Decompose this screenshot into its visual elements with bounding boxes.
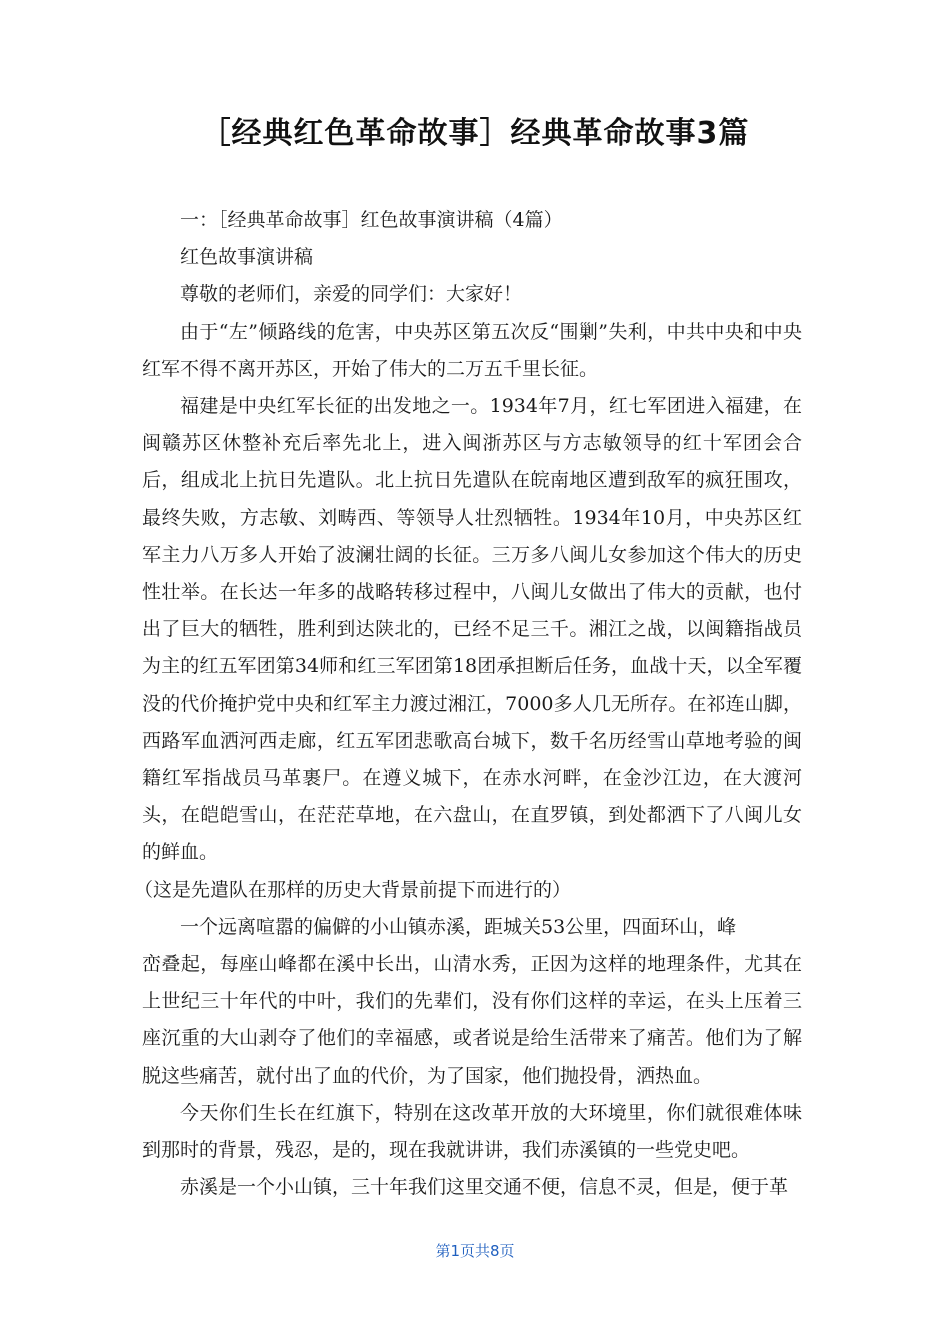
section-heading: 一：［经典革命故事］红色故事演讲稿（4篇） <box>180 209 563 231</box>
body-paragraph: 赤溪是一个小山镇，三十年我们这里交通不便，信息不灵，但是，便于革 <box>180 1176 789 1199</box>
body-paragraph: 今天你们生长在红旗下，特别在这改革开放的大环境里，你们就很难体味到那时的背景，残忍，是的，现在我就讲讲，我们赤溪镇的一些党史吧。 <box>142 1101 802 1162</box>
body-paragraph: 一个远离喧嚣的偏僻的小山镇赤溪，距城关53公里，四面环山，峰 <box>180 915 737 938</box>
document-title: ［经典红色革命故事］经典革命故事3篇 <box>200 116 750 151</box>
body-paragraph: 由于“左”倾路线的危害，中央苏区第五次反“围剿”失利，中共中央和中央红军不得不离开苏区，开始了伟大的二万五千里长征。 <box>142 320 802 380</box>
speech-title: 红色故事演讲稿 <box>180 246 314 269</box>
document-body <box>134 202 802 1206</box>
page-footer: 第1页共8页 <box>435 1242 515 1260</box>
body-paragraph: 峦叠起，每座山峰都在溪中长出，山清水秀，正因为这样的地理条件，尤其在上世纪三十年代的中叶，我们的先辈们，没有你们这样的幸运，在头上压着三座沉重的大山剥夺了他们的幸福感，或者说是给生活带来了痛苦。他们为了解脱这些痛苦，就付出了血的代价，为了国家，他们抛投骨，洒热血。 <box>142 953 802 1087</box>
greeting: 尊敬的老师们，亲爱的同学们：大家好！ <box>180 283 523 306</box>
body-paragraph-note: （这是先遣队在那样的历史大背景前提下而进行的） <box>134 878 572 901</box>
body-paragraph: 福建是中央红军长征的出发地之一。1934年7月，红七军团进入福建，在闽赣苏区休整补充后率先北上，进入闽浙苏区与方志敏领导的红十军团会合后，组成北上抗日先遣队。北上抗日先遣队在皖南地区遭到敌军的疯狂围攻，最终失败，方志敏、刘畴西、等领导人壮烈牺牲。1934年10月，中央苏区红军主力八万多人开始了波澜壮阔的长征。三万多八闽儿女参加这个伟大的历史性壮举。在长达一年多的战略转移过程中，八闽儿女做出了伟大的贡献，也付出了巨大的牺牲，胜利到达陕北的，已经不足三千。湘江之战，以闽籍指战员为主的红五军团第34师和红三军团第18团承担断后任务，血战十天，以全军覆没的代价掩护党中央和红军主力渡过湘江，7000多人几无所存。在祁连山脚，西路军血洒河西走廊，红五军团悲歌高台城下，数千名历经雪山草地考验的闽籍红军指战员马革裹尸。在遵义城下，在赤水河畔，在金沙江边，在大渡河头，在皑皑雪山，在茫茫草地，在六盘山，在直罗镇，到处都洒下了八闽儿女的鲜血。 <box>142 395 802 864</box>
